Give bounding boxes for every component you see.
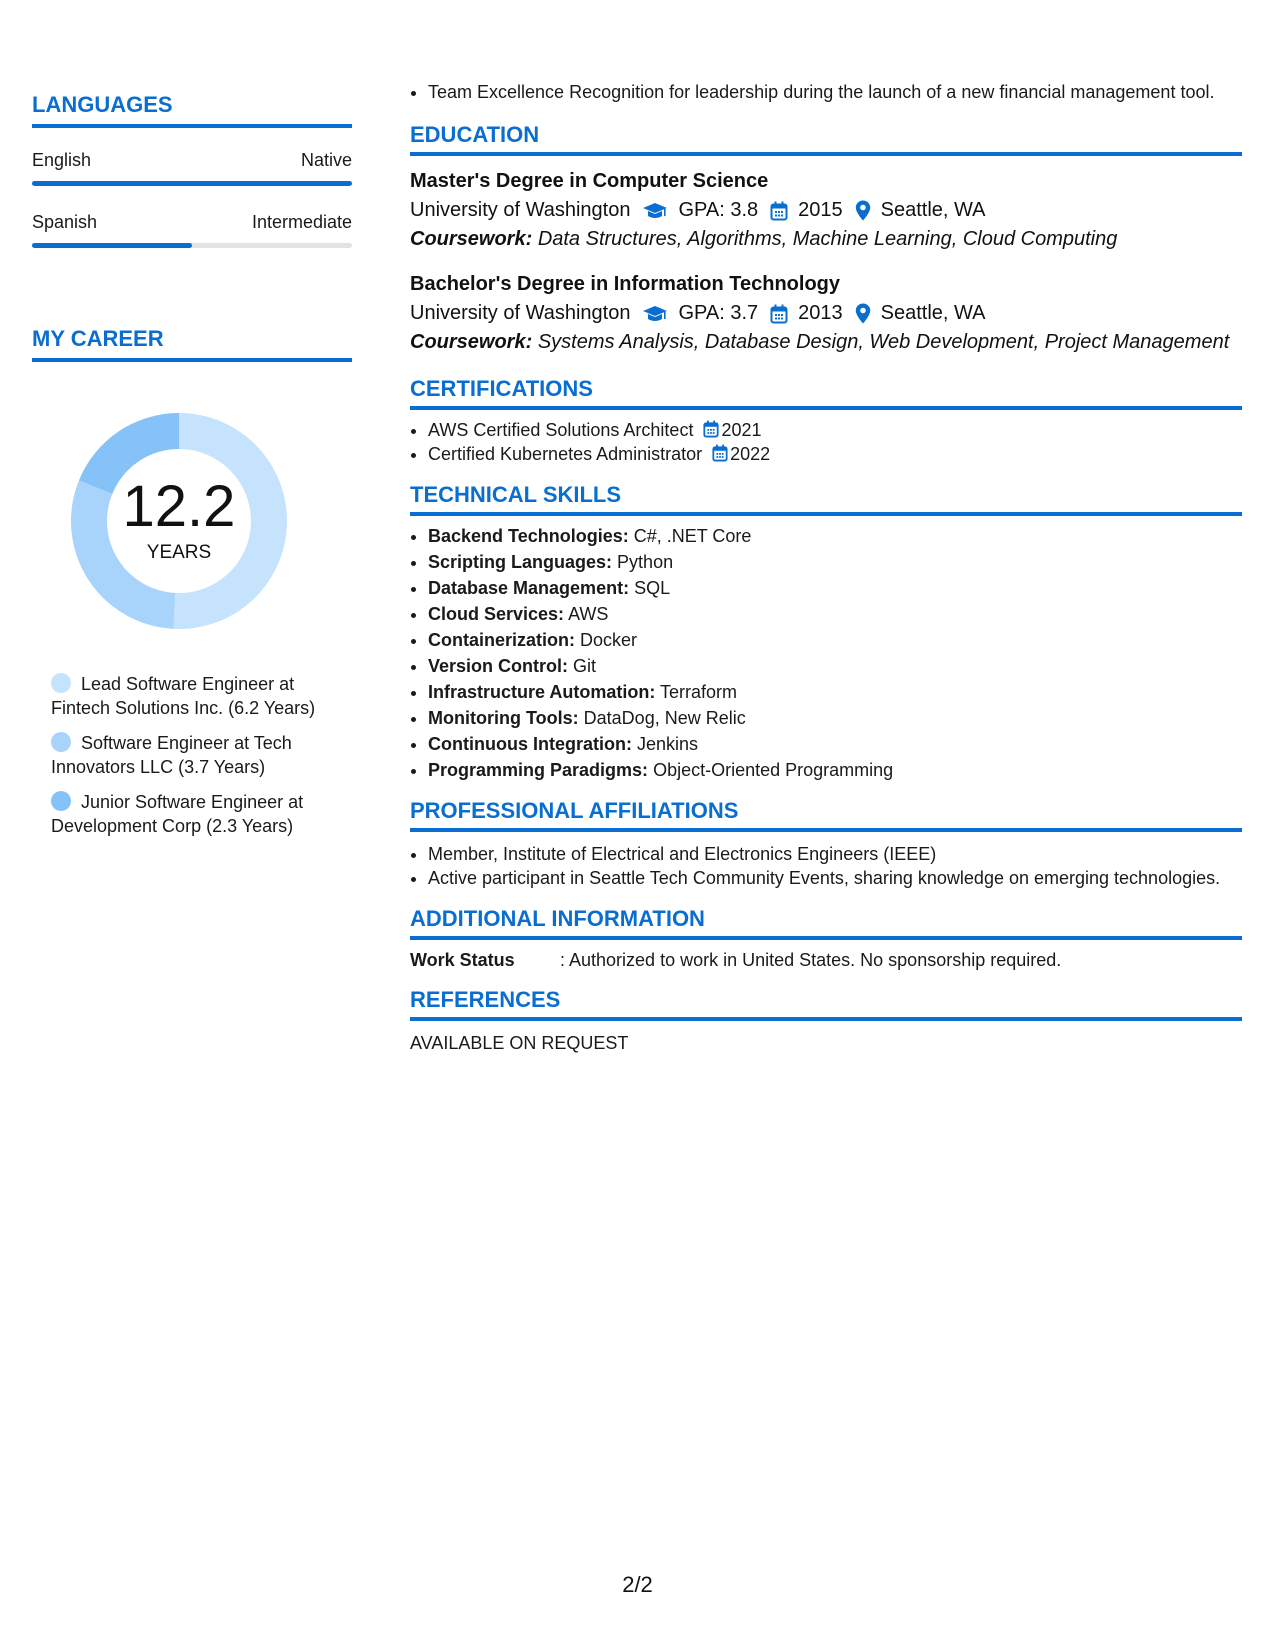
language-proficiency-bar [32, 243, 352, 248]
coursework-label: Coursework: [410, 228, 533, 250]
skill-item [428, 628, 1242, 652]
skill-value: Python [617, 552, 674, 572]
language-item [32, 150, 352, 186]
career-donut-chart [64, 406, 294, 636]
references-text: AVAILABLE ON REQUEST [410, 1033, 629, 1053]
certifications-title: CERTIFICATIONS [410, 376, 1242, 410]
skill-value: AWS [568, 604, 609, 624]
certification-name: AWS Certified Solutions Architect [428, 420, 694, 440]
calendar-icon [712, 444, 728, 462]
education-title: EDUCATION [410, 122, 1242, 156]
skill-item [428, 654, 1242, 678]
certification-item [428, 442, 1242, 466]
affiliation-item: • Active participant in Seattle Tech Community Events, sharing knowledge on emerging technologies. [428, 866, 1242, 890]
coursework-value: Data Structures, Algorithms, Machine Learning, Cloud Computing [537, 228, 1118, 250]
skill-item [428, 550, 1242, 574]
skill-label: Infrastructure Automation: [428, 682, 656, 702]
calendar-icon [703, 420, 719, 438]
legend-dot-icon [51, 673, 71, 693]
skill-item [428, 758, 1242, 782]
left-column [32, 92, 352, 849]
skill-value: Jenkins [636, 734, 699, 754]
affiliation-item: • Member, Institute of Electrical and Electronics Engineers (IEEE) [428, 842, 1242, 866]
certification-year: 2021 [721, 420, 762, 440]
languages-title: LANGUAGES [32, 92, 352, 128]
affiliations-list [410, 842, 1242, 890]
skill-label: Programming Paradigms: [428, 760, 649, 780]
graduation-cap-icon [642, 304, 668, 324]
education-year: 2015 [798, 199, 843, 221]
skill-item [428, 680, 1242, 704]
skill-label: Scripting Languages: [428, 552, 613, 572]
language-item [32, 212, 352, 248]
certification-name: Certified Kubernetes Administrator [428, 444, 703, 464]
skill-label: Containerization: [428, 630, 575, 650]
additional-info-title: ADDITIONAL INFORMATION [410, 906, 1242, 940]
skill-value: C#, .NET Core [633, 526, 752, 546]
language-proficiency-fill [32, 243, 192, 248]
skill-item [428, 706, 1242, 730]
technical-skills-title: TECHNICAL SKILLS [410, 482, 1242, 516]
career-legend-label: Lead Software Engineer at Fintech Solutions Inc. (6.2 Years) [51, 674, 316, 718]
work-status-row [410, 950, 1242, 971]
education-location: Seattle, WA [880, 302, 986, 324]
language-level: Native [300, 150, 352, 170]
career-title: MY CAREER [32, 326, 352, 362]
education-item [410, 170, 1242, 251]
education-gpa: GPA: 3.8 [678, 199, 759, 221]
skill-label: Backend Technologies: [428, 526, 629, 546]
skill-item [428, 602, 1242, 626]
education-school: University of Washington [410, 199, 631, 221]
career-legend-item [51, 731, 352, 779]
coursework-label: Coursework: [410, 331, 533, 353]
experience-tail-list [410, 80, 1242, 104]
language-name: Spanish [32, 212, 98, 232]
technical-skills-list [410, 524, 1242, 782]
education-degree: Bachelor's Degree in Information Technology [410, 273, 841, 295]
career-legend-item [51, 672, 352, 720]
skill-label: Monitoring Tools: [428, 708, 579, 728]
right-column [410, 80, 1242, 1054]
career-total-years: 12.2 [122, 474, 236, 539]
career-legend-label: Software Engineer at Tech Innovators LLC (3.7 Years) [51, 733, 292, 777]
certification-year: 2022 [730, 444, 771, 464]
skill-value: Terraform [660, 682, 738, 702]
education-item [410, 273, 1242, 354]
education-year: 2013 [798, 302, 843, 324]
certification-item [428, 418, 1242, 442]
language-level: Intermediate [251, 212, 352, 232]
skill-value: DataDog, New Relic [583, 708, 746, 728]
education-location: Seattle, WA [880, 199, 986, 221]
certifications-list [410, 418, 1242, 466]
skill-label: Continuous Integration: [428, 734, 632, 754]
coursework-value: Systems Analysis, Database Design, Web Development, Project Management [537, 331, 1230, 353]
location-pin-icon [855, 303, 871, 324]
references-title: REFERENCES [410, 987, 1242, 1021]
career-legend [32, 672, 352, 838]
work-status-label: Work Status [410, 950, 515, 970]
skill-item [428, 732, 1242, 756]
skill-value: Git [573, 656, 597, 676]
skill-label: Version Control: [428, 656, 569, 676]
language-proficiency-bar [32, 181, 352, 186]
skill-label: Database Management: [428, 578, 630, 598]
career-years-unit: YEARS [146, 542, 212, 563]
language-proficiency-fill [32, 181, 352, 186]
page-number: 2/2 [622, 1572, 653, 1597]
language-name: English [32, 150, 92, 170]
affiliations-title: PROFESSIONAL AFFILIATIONS [410, 798, 1242, 832]
skill-value: Object-Oriented Programming [653, 760, 894, 780]
calendar-icon [770, 201, 788, 221]
graduation-cap-icon [642, 201, 668, 221]
education-gpa: GPA: 3.7 [678, 302, 759, 324]
work-status-value: : Authorized to work in United States. No sponsorship required. [560, 950, 1062, 970]
skill-value: SQL [634, 578, 671, 598]
education-school: University of Washington [410, 302, 631, 324]
experience-bullet: • Team Excellence Recognition for leadership during the launch of a new financial management tool. [428, 80, 1242, 104]
skill-item [428, 576, 1242, 600]
legend-dot-icon [51, 791, 71, 811]
career-legend-label: Junior Software Engineer at Development Corp (2.3 Years) [51, 792, 304, 836]
education-degree: Master's Degree in Computer Science [410, 170, 769, 192]
skill-item [428, 524, 1242, 548]
legend-dot-icon [51, 732, 71, 752]
location-pin-icon [855, 200, 871, 221]
skill-value: Docker [580, 630, 638, 650]
calendar-icon [770, 304, 788, 324]
career-legend-item [51, 790, 352, 838]
skill-label: Cloud Services: [428, 604, 565, 624]
